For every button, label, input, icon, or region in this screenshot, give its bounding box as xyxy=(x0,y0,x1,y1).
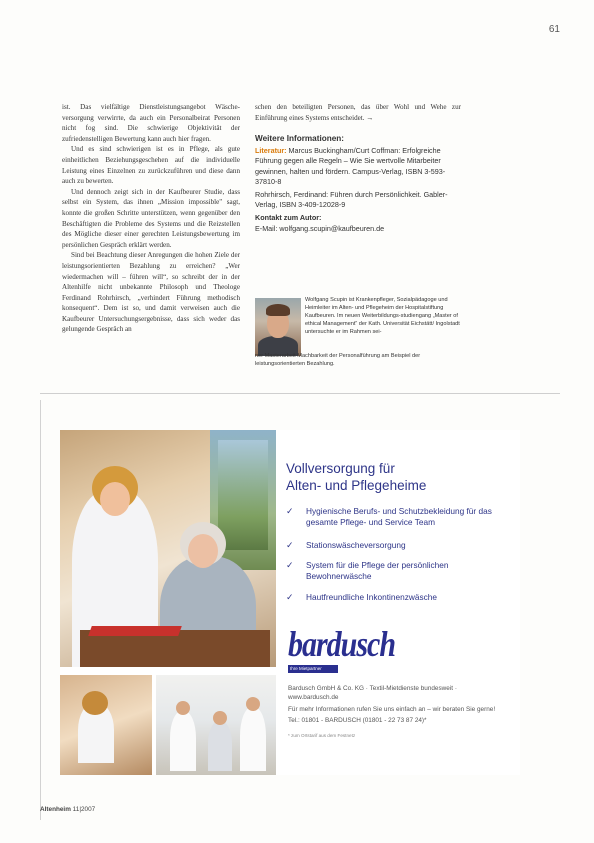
info-box xyxy=(255,134,463,237)
literature-text: Marcus Buckingham/Curt Coffman: Erfolgreiche Führung gegen alle Regeln – Wie Sie wertvolle Mitarbeiter gewinnen, halten und fördern. Campus-Verlag, ISBN 3-593-37810-8 xyxy=(255,146,446,186)
company-line: Bardusch GmbH & Co. KG · Textil-Mietdienste bundesweit · www.bardusch.de xyxy=(288,685,457,701)
page-footer xyxy=(40,806,95,813)
info-heading: Weitere Informationen: xyxy=(255,134,345,143)
ad-main-photo xyxy=(60,430,276,667)
page-number: 61 xyxy=(548,24,560,35)
reference-entry: Rohrhirsch, Ferdinand: Führen durch Persönlichkeit. Gabler-Verlag, ISBN 3-409-12028-9 xyxy=(255,190,448,210)
author-bio-continued: ner Masterarbeit Machbarkeit der Personalführung am Beispiel der leistungsorientierten Bezahlung. xyxy=(255,353,421,367)
check-icon: ✓ xyxy=(286,506,294,516)
margin-rule xyxy=(40,400,41,820)
literature-entry xyxy=(255,146,463,187)
call-to-action: Für mehr Informationen rufen Sie uns einfach an – wir beraten Sie gerne! xyxy=(288,705,496,713)
author-email-link[interactable]: E-Mail: wolfgang.scupin@kaufbeuren.de xyxy=(255,223,385,233)
literature-label: Literatur: xyxy=(255,146,287,156)
ad-title: Vollversorgung für Alten- und Pflegeheime xyxy=(286,461,427,493)
bardusch-logo: bardusch Ihre Mietpartner xyxy=(288,625,396,671)
paragraph: Und es sind schwierigen ist es in Pflege, als gute einheitlichen Beziehungsgeschehen auf die individuelle Leistung eines Einzelnen zu zurückzuführen und diese dann auch zu bewerten. xyxy=(62,145,240,186)
ad-photo-small-right xyxy=(156,675,276,775)
issue-number: 11|2007 xyxy=(70,806,96,813)
footnote: * zum Ortstarif aus dem Festnetz xyxy=(288,733,356,739)
contact-heading: Kontakt zum Autor: xyxy=(255,213,322,223)
check-icon: ✓ xyxy=(286,540,294,550)
section-divider xyxy=(40,393,560,394)
check-icon: ✓ xyxy=(286,592,294,602)
author-photo xyxy=(255,298,301,356)
paragraph: ist. Das vielfältige Dienstleistungsangebot Wäsche-versorgung verwirrte, da auch ein Personalbeirat Personen nicht fog sind. Die schwierige Objektivität der zufriedenstelligen Bewertung kann auch hier fragen. xyxy=(62,103,240,143)
advertisement: Vollversorgung für Alten- und Pflegeheime ✓ Hygienische Berufs- und Schutzbekleidung für das gesamte Pflege- und Service Team ✓ Stationswäscheversorgung ✓ System für die Pflege der persönlichen Bewohnerwäsche ✓ Hautfreundliche Inkontinenzwäsche bardusch Ihre Mietpartner Bardusch GmbH & Co. KG · Textil-Mietdienste bundesweit · www.bardusch.de Für mehr Informationen rufen Sie uns einfach an – wir beraten Sie gerne! Tel.: 01801 - BARDUSCH (01801 - 22 73 87 24)* * zum Ortstarif aus dem Festnetz xyxy=(60,430,520,775)
magazine-name: Altenheim xyxy=(40,806,71,813)
ad-photo-small-left xyxy=(60,675,152,775)
article-column-left xyxy=(62,102,240,335)
article-column-right xyxy=(255,102,461,123)
author-bio: Wolfgang Scupin ist Krankenpfleger, Sozialpädagoge und Heimleiter im Alten- und Pflegeheim der Hospitalstiftung Kaufbeuren. Im neuen Weiterbildungs-studiengang „Master of ethical Management“ der Kath. Universität Eichstätt/ Ingolstadt untersuchte er im Rahmen sei- xyxy=(305,297,460,335)
author-box xyxy=(255,296,465,366)
check-icon: ✓ xyxy=(286,560,294,570)
ad-contact xyxy=(288,685,508,744)
phone-number: Tel.: 01801 - BARDUSCH (01801 - 22 73 87 24)* xyxy=(288,717,427,725)
paragraph: Und dennoch zeigt sich in der Kaufbeurer Studie, dass selbst ein System, das ihnen „Mission impossible" sagt, konnte die großen Schritte unterstützen, wenn gegenüber den Beschäftigten die Probleme des Systems und die Reizstellen des Mögliche dieser einer gerechten Leistungsbewertung im persönlichen Gespräch erklärt werden. xyxy=(62,187,240,249)
paragraph: Sind bei Beachtung dieser Anregungen die hohen Ziele der leistungsorientierten Bezahlung zu erreichen? „Wer wiedermachen will – führen will“, so schreibt der in der Altenhilfe nicht unbekannte Philosoph und Theologe Ferdinand Rohrhirsch, „verhindert Führung methodisch konsequent“. Dem ist so, und damit verweisen auch die Kaufbeurer Untersuchungsergebnisse, dass sich weder das gelungende Gespräch an xyxy=(62,251,240,334)
paragraph: schen den beteiligten Personen, das über Wohl und Wehe zur Einführung eines Systems entscheidet. → xyxy=(255,103,461,122)
